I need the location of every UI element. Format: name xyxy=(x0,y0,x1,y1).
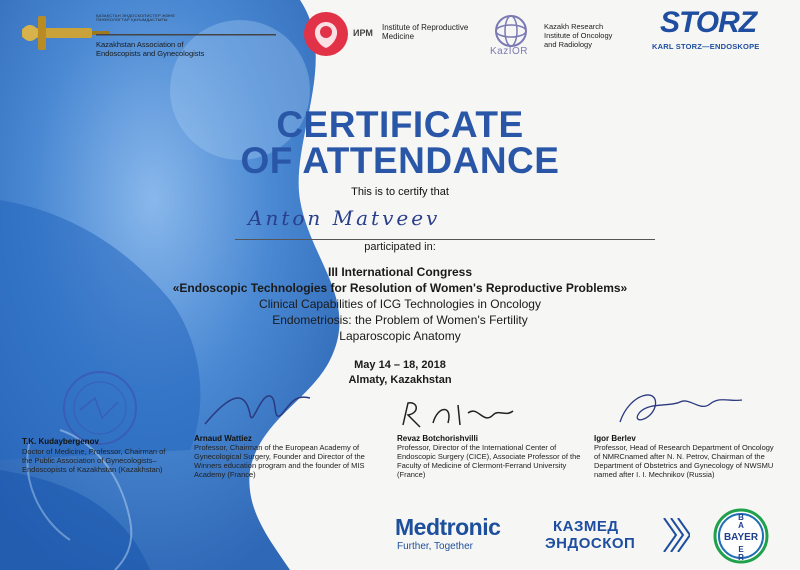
event-dates: May 14 – 18, 2018 xyxy=(354,359,446,371)
signatory-name: Arnaud Wattiez xyxy=(194,434,252,443)
irm-name-line: Medicine xyxy=(382,32,415,41)
medtronic-logo-word: Medtronic xyxy=(395,514,501,540)
participated-text: participated in: xyxy=(364,241,436,253)
irm-abbr: ИРМ xyxy=(353,28,373,38)
kaz-small-line: ГИНЕКОЛОГТАР ҚАУЫМДАСТЫҒЫ xyxy=(96,17,168,22)
signatory-name: Igor Berlev xyxy=(594,434,636,443)
signatory-description: Professor, Director of the International Center of Endoscopic Surgery (CICE), Associate Professor of the Faculty of Medicine of Clermont-Ferrand University (France) xyxy=(397,443,581,479)
kaz-association-name: Kazakhstan Association of Endoscopists and Gynecologists xyxy=(96,40,205,58)
kazmed-logo-line1: КАЗМЕД xyxy=(553,518,619,535)
svg-text:R: R xyxy=(738,553,744,562)
irm-name xyxy=(382,23,468,41)
medtronic-tagline: Further, Together xyxy=(397,541,473,552)
topic-item: Endometriosis: the Problem of Women's Fertility xyxy=(272,313,528,327)
svg-text:B: B xyxy=(738,513,744,522)
certificate-title-line2: OF ATTENDANCE xyxy=(240,140,560,181)
kazior-logo-icon xyxy=(486,14,536,48)
congress-title: «Endoscopic Technologies for Resolution of Women's Reproductive Problems» xyxy=(172,281,628,295)
recipient-name: Anton Matveev xyxy=(248,206,441,230)
signature-berlev-icon xyxy=(610,382,750,432)
kazior-abbr: KazIOR xyxy=(490,46,529,57)
signatory-description: Professor, Chairman of the European Academy of Gynecological Surgery, Founder and Director of the Winners education program and the founder of MIS Academy (France) xyxy=(194,443,365,479)
official-stamp-icon xyxy=(40,368,160,448)
topic-item: Clinical Capabilities of ICG Technologies in Oncology xyxy=(259,297,541,311)
storz-logo-sub: KARL STORZ—ENDOSKOPE xyxy=(652,42,760,51)
bayer-word: BAYER xyxy=(723,532,759,543)
storz-logo-word: STORZ xyxy=(660,6,757,39)
certify-text: This is to certify that xyxy=(351,186,449,198)
congress-name: III International Congress xyxy=(327,265,473,279)
bayer-cross-logo-icon xyxy=(713,508,769,564)
kazior-name-line: Institute of Oncology xyxy=(544,31,613,40)
signature-wattiez-icon xyxy=(200,384,330,434)
svg-text:A: A xyxy=(738,521,744,530)
signatory-name: Revaz Botchorishvilli xyxy=(397,434,478,443)
event-place: Almaty, Kazakhstan xyxy=(348,374,452,386)
svg-text:E: E xyxy=(738,545,744,554)
irm-logo-icon xyxy=(302,10,350,58)
signatory-description: Professor, Head of Research Department of Oncology of NMRCnamed after N. N. Petrov, Chairman of the Department of Obstetrics and Gynecology of NWSMU named after I. I. Mechnikov (Russia) xyxy=(594,443,774,479)
signatory-description: Doctor of Medicine, Professor, Chairman of the Public Association of Gynecologists–Endoscopists of Kazakhstan (Kazakhstan) xyxy=(22,447,166,474)
kazior-name-line: and Radiology xyxy=(544,40,592,49)
recipient-underline xyxy=(235,239,655,240)
kazior-name xyxy=(544,22,612,49)
certificate-title-line1: CERTIFICATE xyxy=(276,104,524,145)
irm-name-line: Institute of Reproductive xyxy=(382,23,469,32)
signature-botchorishvilli-icon xyxy=(398,395,518,435)
kazmed-stripes-icon xyxy=(662,518,690,552)
signatory-name: T.K. Kudaybergenov xyxy=(22,437,99,446)
kaz-association-small-text xyxy=(96,14,175,22)
kazmed-logo-line2: ЭНДОСКОП xyxy=(545,535,636,552)
kaz-small-line: ҚАЗАҚСТАН ЭНДОСКОПИСТЕР ЖӘНЕ xyxy=(96,13,176,18)
kazior-name-line: Kazakh Research xyxy=(544,22,604,31)
topic-item: Laparoscopic Anatomy xyxy=(339,329,461,343)
